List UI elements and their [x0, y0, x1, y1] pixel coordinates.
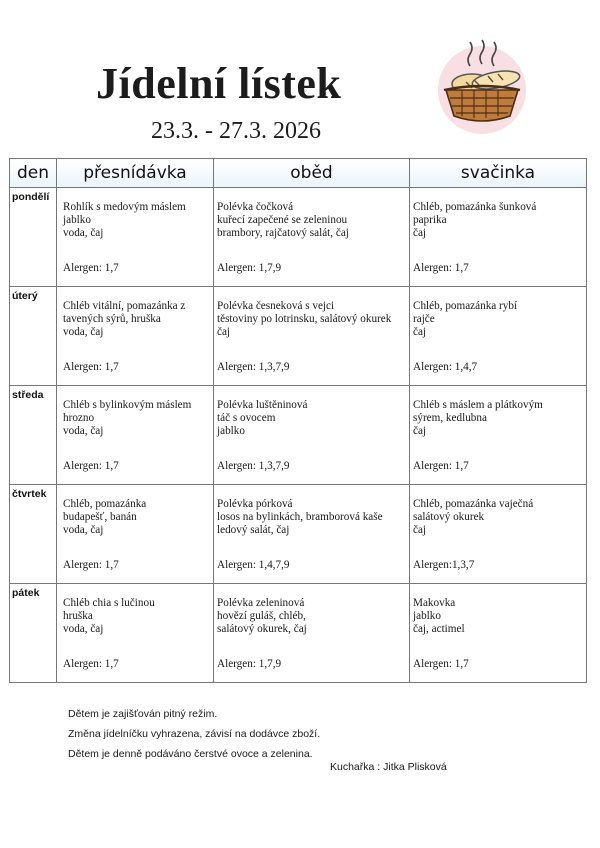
meal-line: čaj — [413, 425, 427, 438]
page-title: Jídelní lístek — [96, 59, 342, 108]
day-label: pátek — [10, 584, 57, 683]
presnidavka-cell — [57, 485, 214, 584]
allergen-label: Alergen: 1,7 — [413, 262, 469, 274]
col-header-svacinka: svačinka — [410, 159, 587, 188]
allergen-label: Alergen: 1,3,7,9 — [217, 460, 290, 472]
meal-line: brambory, rajčatový salát, čaj — [217, 227, 349, 240]
meal-line: voda, čaj — [63, 524, 104, 537]
allergen-label: Alergen:1,3,7 — [413, 559, 475, 571]
meal-line: paprika — [413, 214, 447, 227]
cook-signature: Kuchařka : Jitka Plisková — [330, 761, 447, 773]
note-line: Změna jídelníčku vyhrazena, závisí na dodávce zboží. — [68, 728, 321, 740]
presnidavka-cell — [57, 188, 214, 287]
meal-line: salátový okurek, čaj — [217, 623, 307, 636]
allergen-label: Alergen: 1,7 — [63, 361, 119, 373]
meal-line: hrozno — [63, 412, 95, 425]
svacinka-cell — [410, 584, 587, 683]
meal-line: voda, čaj — [63, 227, 104, 240]
notes — [68, 704, 320, 764]
meal-line: Makovka — [413, 597, 456, 609]
allergen-label: Alergen: 1,4,7 — [413, 361, 478, 373]
date-range: 23.3. - 27.3. 2026 — [151, 118, 321, 144]
meal-line: čaj — [413, 524, 427, 537]
svacinka-cell — [410, 386, 587, 485]
presnidavka-cell — [57, 386, 214, 485]
meal-line: Polévka čočková — [217, 201, 294, 213]
meal-line: Chléb chia s lučinou — [63, 597, 155, 609]
day-label: středa — [10, 386, 57, 485]
meal-line: kuřecí zapečené se zeleninou — [217, 214, 348, 227]
meal-line: Polévka zeleninová — [217, 597, 305, 609]
meal-line: čaj — [217, 326, 231, 339]
meal-line: voda, čaj — [63, 326, 104, 339]
table-row — [10, 188, 587, 287]
obed-cell — [214, 584, 410, 683]
col-header-presnidavka: přesnídávka — [57, 159, 214, 188]
svacinka-cell — [410, 485, 587, 584]
day-label: pondělí — [10, 188, 57, 287]
bread-basket-icon — [432, 38, 532, 138]
allergen-label: Alergen: 1,4,7,9 — [217, 559, 290, 571]
presnidavka-cell — [57, 584, 214, 683]
meal-line: Chléb s máslem a plátkovým — [413, 399, 543, 411]
obed-cell — [214, 287, 410, 386]
allergen-label: Alergen: 1,7 — [413, 460, 469, 472]
allergen-label: Alergen: 1,7 — [413, 658, 469, 670]
meal-line: salátový okurek — [413, 511, 485, 524]
obed-cell — [214, 485, 410, 584]
meal-line: Chléb vitální, pomazánka z — [63, 300, 186, 312]
meal-line: budapešť, banán — [63, 511, 137, 524]
meal-line: Rohlík s medovým máslem — [63, 201, 186, 213]
obed-cell — [214, 188, 410, 287]
menu-table — [9, 158, 587, 683]
svacinka-cell — [410, 188, 587, 287]
meal-line: hruška — [63, 610, 93, 623]
allergen-label: Alergen: 1,7 — [63, 658, 119, 670]
allergen-label: Alergen: 1,7,9 — [217, 262, 282, 274]
meal-line: čaj — [413, 326, 427, 339]
meal-line: losos na bylinkách, bramborová kaše — [217, 511, 383, 524]
day-label: čtvrtek — [10, 485, 57, 584]
col-header-day: den — [10, 159, 57, 188]
meal-line: tavených sýrů, hruška — [63, 313, 161, 326]
meal-line: rajče — [413, 313, 435, 326]
meal-line: Chléb, pomazánka rybí — [413, 300, 518, 312]
table-row — [10, 386, 587, 485]
table-row — [10, 485, 587, 584]
meal-line: jablko — [217, 425, 245, 438]
meal-line: jablko — [63, 214, 91, 227]
meal-line: Polévka česneková s vejci — [217, 300, 335, 312]
meal-line: těstoviny po lotrinsku, salátový okurek — [217, 313, 392, 326]
meal-line: jablko — [413, 610, 441, 623]
meal-line: Chléb, pomazánka vaječná — [413, 498, 534, 510]
meal-line: Polévka pórková — [217, 498, 293, 510]
meal-line: ledový salát, čaj — [217, 524, 290, 537]
obed-cell — [214, 386, 410, 485]
allergen-label: Alergen: 1,7 — [63, 460, 119, 472]
svacinka-cell — [410, 287, 587, 386]
meal-line: voda, čaj — [63, 425, 104, 438]
note-line: Dětem je zajišťován pitný režim. — [68, 708, 218, 720]
day-label: úterý — [10, 287, 57, 386]
note-line: Dětem je denně podáváno čerstvé ovoce a zelenina. — [68, 748, 313, 760]
meal-line: Chléb, pomazánka šunková — [413, 201, 537, 213]
meal-line: sýrem, kedlubna — [413, 412, 487, 425]
table-row — [10, 287, 587, 386]
allergen-label: Alergen: 1,3,7,9 — [217, 361, 290, 373]
allergen-label: Alergen: 1,7 — [63, 262, 119, 274]
meal-line: hovězí guláš, chléb, — [217, 610, 306, 623]
header-row — [10, 159, 587, 188]
col-header-obed: oběd — [214, 159, 410, 188]
meal-line: čaj — [413, 227, 427, 240]
meal-line: voda, čaj — [63, 623, 104, 636]
meal-line: Polévka luštěninová — [217, 399, 308, 411]
meal-line: táč s ovocem — [217, 412, 276, 425]
meal-line: čaj, actimel — [413, 623, 465, 636]
presnidavka-cell — [57, 287, 214, 386]
meal-line: Chléb s bylinkovým máslem — [63, 399, 192, 411]
meal-line: Chléb, pomazánka — [63, 498, 147, 510]
table-row — [10, 584, 587, 683]
allergen-label: Alergen: 1,7 — [63, 559, 119, 571]
allergen-label: Alergen: 1,7,9 — [217, 658, 282, 670]
